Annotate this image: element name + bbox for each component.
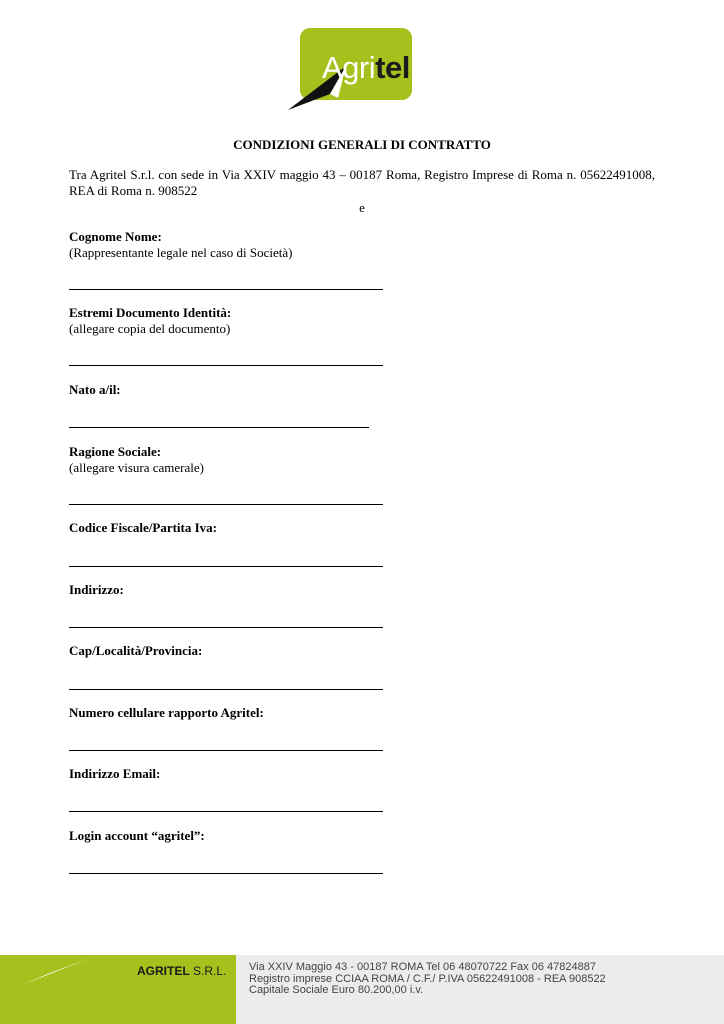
field-note: (allegare visura camerale): [69, 460, 204, 475]
fill-line-cap-localita[interactable]: [69, 689, 383, 690]
field-note: (Rappresentante legale nel caso di Società): [69, 245, 293, 260]
field-label: Estremi Documento Identità:: [69, 305, 232, 320]
field-label: Indirizzo Email:: [69, 766, 161, 781]
logo-wordmark: [322, 52, 410, 83]
fill-line-login-account[interactable]: [69, 873, 383, 874]
footer-capital-line: Capitale Sociale Euro 80.200,00 i.v.: [249, 984, 424, 996]
field-label: Ragione Sociale:: [69, 444, 162, 459]
field-indirizzo: [69, 582, 124, 598]
field-label: Codice Fiscale/Partita Iva:: [69, 520, 218, 535]
fill-line-documento-identita[interactable]: [69, 365, 383, 366]
logo-text-tel: tel: [375, 50, 410, 85]
field-login-account: [69, 828, 205, 844]
intro-line-2: 05622491008, REA di Roma n. 908522: [69, 167, 656, 198]
field-label: Login account “agritel”:: [69, 828, 205, 843]
field-label: Indirizzo:: [69, 582, 124, 597]
agritel-logo: [286, 28, 416, 112]
footer-contact-block: [249, 962, 606, 997]
footer-registry-line: Registro imprese CCIAA ROMA / C.F./ P.IVA 05622491008 - REA 908522: [249, 972, 606, 985]
field-ragione-sociale: [69, 444, 204, 476]
intro-paragraph: [69, 167, 655, 199]
field-nato: [69, 382, 121, 398]
field-label: Cap/Località/Provincia:: [69, 643, 203, 658]
fill-line-ragione-sociale[interactable]: [69, 504, 383, 505]
fill-line-cognome-nome[interactable]: [69, 289, 383, 290]
field-label: Cognome Nome:: [69, 229, 162, 244]
fill-line-indirizzo[interactable]: [69, 627, 383, 628]
footer-company-name: [137, 964, 226, 978]
intro-line-1: Tra Agritel S.r.l. con sede in Via XXIV maggio 43 – 00187 Roma, Registro Imprese di Roma n.: [69, 167, 577, 182]
fill-line-indirizzo-email[interactable]: [69, 811, 383, 812]
fill-line-codice-fiscale[interactable]: [69, 566, 383, 567]
field-cap-localita: [69, 643, 202, 659]
footer-company-bold: AGRITEL: [137, 964, 190, 978]
conjunction-text: e: [359, 200, 365, 215]
field-indirizzo-email: [69, 766, 160, 782]
footer-address-line: Via XXIV Maggio 43 - 00187 ROMA Tel 06 48070722 Fax 06 47824887: [249, 961, 596, 973]
field-note: (allegare copia del documento): [69, 321, 231, 336]
field-codice-fiscale: [69, 520, 217, 536]
field-numero-cellulare: [69, 705, 264, 721]
footer-company-suffix: S.R.L.: [189, 964, 227, 978]
field-documento-identita: [69, 305, 231, 337]
field-label: Numero cellulare rapporto Agritel:: [69, 705, 264, 720]
fill-line-numero-cellulare[interactable]: [69, 750, 383, 751]
document-title: CONDIZIONI GENERALI DI CONTRATTO: [233, 137, 491, 152]
field-cognome-nome: [69, 229, 292, 261]
fill-line-nato[interactable]: [69, 427, 369, 428]
footer-band: [0, 955, 724, 1024]
field-label: Nato a/il:: [69, 382, 121, 397]
logo-text-agri: Agri: [322, 50, 376, 85]
